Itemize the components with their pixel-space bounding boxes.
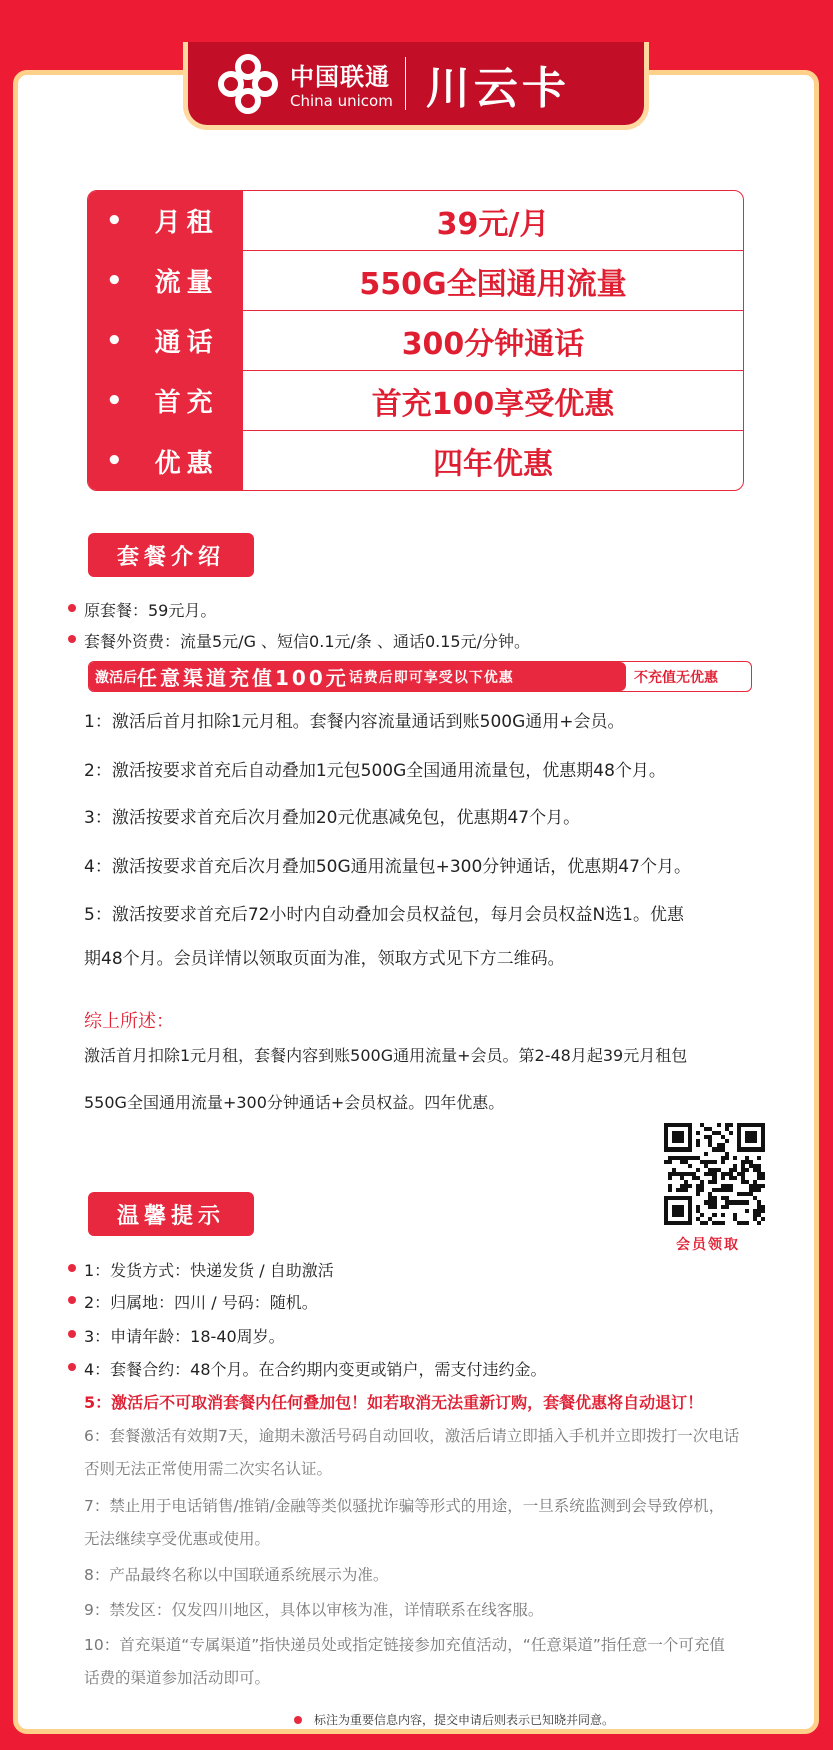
plan-key: • 月租	[88, 191, 243, 250]
tip-note: 10：首充渠道“专属渠道”指快递员处或指定链接参加充值活动，“任意渠道”指任意一个可充值	[84, 1636, 725, 1654]
plan-key: • 首充	[88, 371, 243, 430]
intro-item: 5：激活按要求首充后72小时内自动叠加会员权益包，每月会员权益N选1。优惠	[84, 905, 684, 925]
tip-note: 6：套餐激活有效期7天，逾期未激活号码自动回收，激活后请立即插入手机并立即拨打一次电话	[84, 1427, 740, 1445]
header-banner	[183, 42, 649, 130]
footer-note	[294, 1711, 614, 1728]
plan-key: • 流量	[88, 251, 243, 310]
promo-c: 话费后即可享受以下优惠	[348, 669, 514, 686]
intro-item: 1：激活后首月扣除1元月租。套餐内容流量通话到账500G通用+会员。	[84, 712, 625, 732]
footer-text: 标注为重要信息内容，提交申请后则表示已知晓并同意。	[314, 1713, 615, 1727]
plan-row	[88, 371, 743, 431]
promo-a: 激活后	[95, 669, 137, 686]
tip-warning: 5：激活后不可取消套餐内任何叠加包！如若取消无法重新订购，套餐优惠将自动退订！	[84, 1393, 704, 1412]
summary-line: 激活首月扣除1元月租，套餐内容到账500G通用流量+会员。第2-48月起39元月租包	[84, 1046, 688, 1065]
qr-label: 会员领取	[676, 1237, 740, 1253]
plan-key: • 优惠	[88, 431, 243, 491]
brand-cn: 中国联通	[290, 63, 390, 91]
intro-item: 期48个月。会员详情以领取页面为准，领取方式见下方二维码。	[84, 949, 565, 969]
tip-item: 4：套餐合约：48个月。在合约期内变更或销户，需支付违约金。	[84, 1357, 547, 1380]
bullet-icon	[294, 1716, 302, 1724]
plan-row	[88, 311, 743, 371]
plan-key: • 通话	[88, 311, 243, 370]
plan-value: 550G全国通用流量	[359, 266, 627, 302]
plan-value: 四年优惠	[433, 447, 553, 482]
intro-heading: 套餐介绍	[88, 533, 254, 577]
original-plan: 原套餐：59元月。	[84, 598, 216, 621]
tip-note: 7：禁止用于电话销售/推销/金融等类似骚扰诈骗等形式的用途，一旦系统监测到会导致停机，	[84, 1497, 725, 1515]
tips-heading: 温馨提示	[88, 1192, 254, 1236]
plan-value: 39元/月	[436, 206, 550, 242]
brand-en: China unicom	[290, 92, 393, 110]
intro-item: 2：激活按要求首充后自动叠加1元包500G全国通用流量包，优惠期48个月。	[84, 761, 666, 781]
promo-no: 不充值无优惠	[634, 669, 718, 686]
tip-note: 无法继续享受优惠或使用。	[84, 1530, 271, 1548]
promo-banner	[88, 661, 752, 692]
plan-table	[87, 190, 744, 491]
intro-item: 4：激活按要求首充后次月叠加50G通用流量包+300分钟通话，优惠期47个月。	[84, 857, 691, 877]
plan-row	[88, 191, 743, 251]
plan-value: 300分钟通话	[401, 326, 585, 362]
extra-fees: 套餐外资费：流量5元/G 、短信0.1元/条 、通话0.15元/分钟。	[84, 629, 530, 652]
tip-item: 2：归属地：四川 / 号码：随机。	[84, 1290, 318, 1313]
tip-item: 1：发货方式：快递发货 / 自助激活	[84, 1258, 334, 1281]
plan-value: 首充100享受优惠	[371, 386, 615, 422]
china-unicom-logo-icon	[218, 54, 278, 114]
tip-note: 9：禁发区：仅发四川地区，具体以审核为准，详情联系在线客服。	[84, 1601, 544, 1619]
tip-note: 8：产品最终名称以中国联通系统展示为准。	[84, 1566, 389, 1584]
intro-item: 3：激活按要求首充后次月叠加20元优惠减免包，优惠期47个月。	[84, 808, 581, 828]
plan-row	[88, 431, 743, 491]
tip-note: 否则无法正常使用需二次实名认证。	[84, 1460, 333, 1478]
summary-line: 550G全国通用流量+300分钟通话+会员权益。四年优惠。	[84, 1093, 505, 1112]
page-title: 川云卡	[425, 62, 570, 114]
qr-code[interactable]	[664, 1123, 765, 1225]
tip-item: 3：申请年龄：18-40周岁。	[84, 1324, 285, 1347]
plan-row	[88, 251, 743, 311]
promo-b: 任意渠道充值100元	[137, 666, 349, 690]
tip-note: 话费的渠道参加活动即可。	[84, 1669, 271, 1687]
summary-title: 综上所述：	[84, 1011, 174, 1032]
